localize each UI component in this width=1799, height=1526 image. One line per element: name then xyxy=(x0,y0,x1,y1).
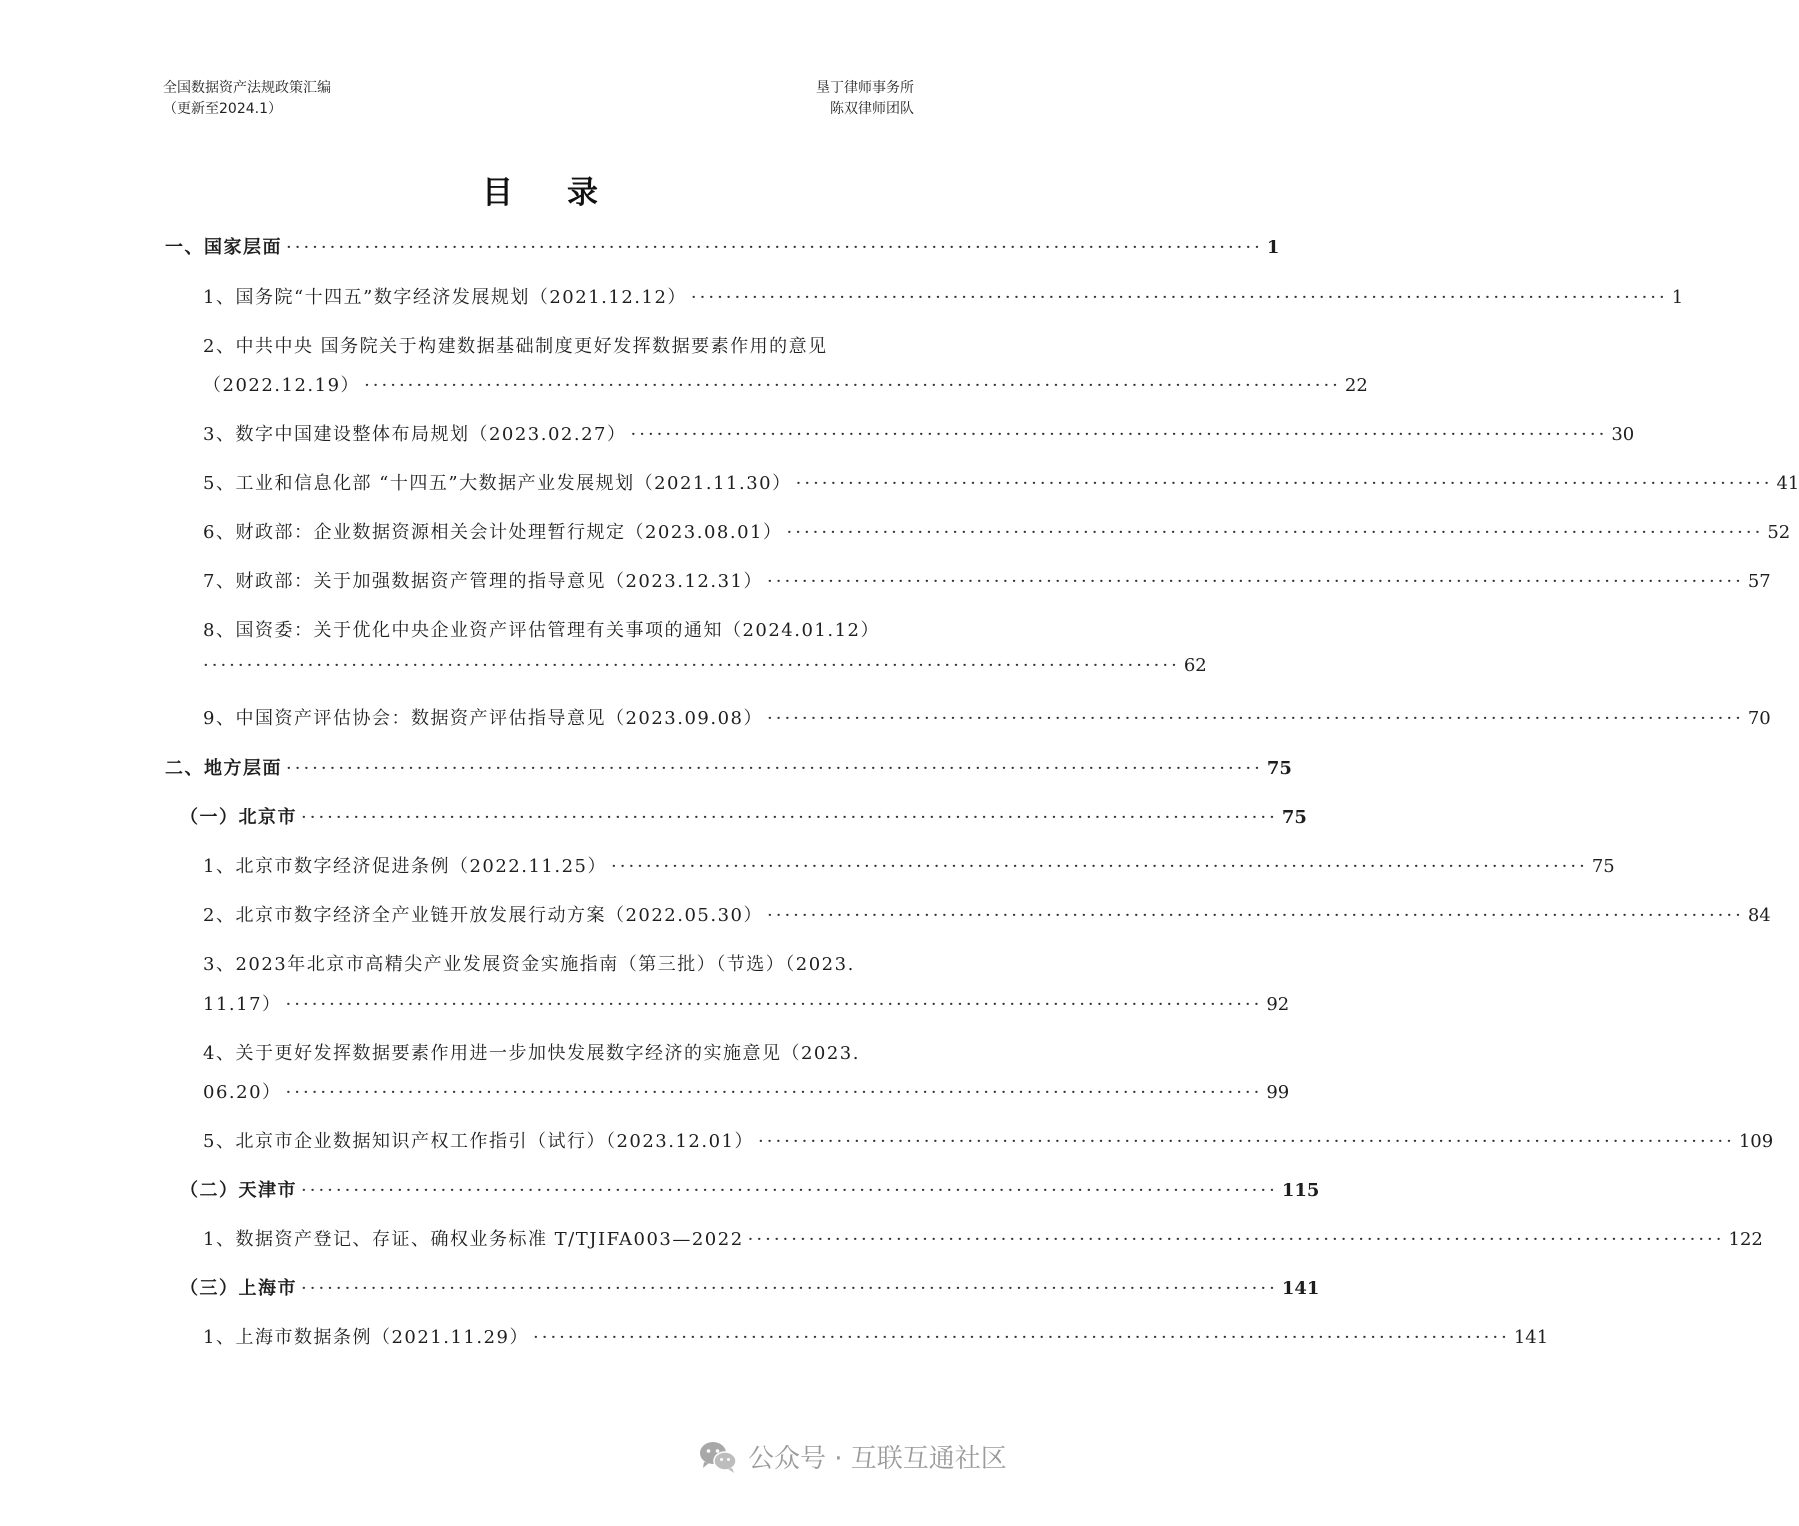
toc-entry[interactable] xyxy=(180,803,1307,829)
toc-entry[interactable] xyxy=(203,1127,1774,1153)
toc-entry-label-line1[interactable]: 4、关于更好发挥数据要素作用进一步加快发展数字经济的实施意见（2023. xyxy=(203,1043,860,1064)
toc-entry-page: 122 xyxy=(1728,1229,1763,1250)
toc-leader-dots: ················································································································ xyxy=(203,655,1180,676)
toc-entry-label-line1[interactable]: 3、2023年北京市高精尖产业发展资金实施指南（第三批）（节选）（2023. xyxy=(203,954,855,975)
toc-leader-dots: ················································································································ xyxy=(286,758,1263,779)
toc-entry-page: 141 xyxy=(1281,1278,1320,1299)
toc-entry-page: 75 xyxy=(1591,856,1615,877)
page-title: 目录 xyxy=(482,175,652,211)
toc-entry-label: （三）上海市 xyxy=(180,1278,297,1299)
toc-entry[interactable] xyxy=(165,233,1280,259)
toc-leader-dots: ················································································································ xyxy=(301,807,1278,828)
toc-entry-page: 141 xyxy=(1513,1327,1549,1348)
header-firm: 垦丁律师事务所 xyxy=(816,80,914,96)
toc-entry-page: 99 xyxy=(1266,1082,1290,1103)
toc-leader-dots: ················································································································ xyxy=(364,375,1341,396)
toc-entry[interactable] xyxy=(203,852,1615,878)
toc-entry[interactable] xyxy=(203,990,1290,1016)
toc-entry-label: 1、上海市数据条例（2021.11.29） xyxy=(203,1327,530,1348)
toc-leader-dots: ················································································································ xyxy=(747,1229,1725,1250)
toc-entry-label: 6、财政部：企业数据资源相关会计处理暂行规定（2023.08.01） xyxy=(203,522,783,543)
toc-leader-dots: ················································································································ xyxy=(767,905,1744,926)
toc-entry-label: （一）北京市 xyxy=(180,807,297,828)
toc-entry[interactable] xyxy=(203,704,1771,730)
toc-entry-label: 二、地方层面 xyxy=(165,758,282,779)
toc-entry-page: 84 xyxy=(1747,905,1771,926)
toc-entry-label-line1[interactable]: 8、国资委：关于优化中央企业资产评估管理有关事项的通知（2024.01.12） xyxy=(203,620,881,641)
toc-entry[interactable] xyxy=(203,371,1368,397)
toc-leader-dots: ················································································································ xyxy=(690,287,1668,308)
toc-entry-page: 109 xyxy=(1738,1131,1774,1152)
toc-leader-dots: ················································································································ xyxy=(767,708,1744,729)
header-left xyxy=(163,78,331,120)
toc-leader-dots: ················································································································ xyxy=(285,1082,1263,1103)
toc-entry-page: 1 xyxy=(1671,287,1684,308)
toc-leader-dots: ················································································································ xyxy=(767,571,1744,592)
toc-entry-label: （2022.12.19） xyxy=(203,375,361,396)
toc-entry[interactable] xyxy=(203,518,1791,544)
toc-entry-label: 11.17） xyxy=(203,994,282,1015)
toc-leader-dots: ················································································································ xyxy=(630,424,1608,445)
toc-entry-page: 30 xyxy=(1611,424,1635,445)
toc-entry-label: 9、中国资产评估协会：数据资产评估指导意见（2023.09.08） xyxy=(203,708,764,729)
toc-leader-dots: ················································································································ xyxy=(611,856,1588,877)
toc-entry-page: 115 xyxy=(1281,1180,1320,1201)
toc-leader-dots: ················································································································ xyxy=(533,1327,1510,1348)
toc-entry[interactable] xyxy=(203,1225,1763,1251)
toc-entry[interactable] xyxy=(203,1323,1549,1349)
toc-entry-page: 75 xyxy=(1281,807,1307,828)
toc-leader-dots: ················································································································ xyxy=(301,1278,1278,1299)
toc-entry-page: 75 xyxy=(1266,758,1292,779)
toc-entry-label: 3、数字中国建设整体布局规划（2023.02.27） xyxy=(203,424,627,445)
toc-entry-label: 1、数据资产登记、存证、确权业务标准 T/TJIFA003—2022 xyxy=(203,1229,744,1250)
toc-entry[interactable] xyxy=(203,469,1799,495)
watermark-text: 公众号 · 互联互通社区 xyxy=(748,1444,1007,1474)
header-right xyxy=(816,78,914,120)
toc-leader-dots: ················································································································ xyxy=(758,1131,1735,1152)
watermark xyxy=(698,1438,1007,1475)
toc-entry-label: 5、工业和信息化部 “十四五”大数据产业发展规划（2021.11.30） xyxy=(203,473,792,494)
toc-leader-dots: ················································································································ xyxy=(795,473,1773,494)
toc-entry-label: 2、北京市数字经济全产业链开放发展行动方案（2022.05.30） xyxy=(203,905,764,926)
toc-entry-label: 1、国务院“十四五”数字经济发展规划（2021.12.12） xyxy=(203,287,687,308)
toc-entry-page: 57 xyxy=(1747,571,1771,592)
toc-entry-page: 52 xyxy=(1767,522,1791,543)
toc-leader-dots: ················································································································ xyxy=(786,522,1764,543)
toc-entry-page: 1 xyxy=(1266,237,1280,258)
toc-entry[interactable] xyxy=(203,567,1771,593)
toc-entry[interactable] xyxy=(203,420,1635,446)
toc-leader-dots: ················································································································ xyxy=(285,994,1263,1015)
toc-entry-label: 06.20） xyxy=(203,1082,282,1103)
toc-entry-page: 92 xyxy=(1266,994,1290,1015)
toc-leader-dots: ················································································································ xyxy=(301,1180,1278,1201)
toc-entry[interactable] xyxy=(165,754,1292,780)
toc-entry[interactable] xyxy=(180,1274,1320,1300)
header-doc-update: （更新至2024.1） xyxy=(163,101,282,117)
toc-entry[interactable] xyxy=(203,901,1771,927)
toc-entry-page: 70 xyxy=(1747,708,1771,729)
toc-entry-page: 41 xyxy=(1776,473,1799,494)
toc-entry[interactable] xyxy=(203,1078,1290,1104)
toc-leader-dots: ················································································································ xyxy=(286,237,1263,258)
wechat-icon xyxy=(698,1440,738,1474)
header-doc-title: 全国数据资产法规政策汇编 xyxy=(163,80,331,96)
toc-entry[interactable] xyxy=(203,283,1684,309)
toc-entry-label: （二）天津市 xyxy=(180,1180,297,1201)
header-team: 陈双律师团队 xyxy=(830,101,914,117)
toc-entry-page: 62 xyxy=(1183,655,1207,676)
toc-entry-label: 7、财政部：关于加强数据资产管理的指导意见（2023.12.31） xyxy=(203,571,764,592)
toc-entry-label: 1、北京市数字经济促进条例（2022.11.25） xyxy=(203,856,608,877)
toc-entry-label: 一、国家层面 xyxy=(165,237,282,258)
toc-entry-label-line1[interactable]: 2、中共中央 国务院关于构建数据基础制度更好发挥数据要素作用的意见 xyxy=(203,336,828,357)
toc-entry-label: 5、北京市企业数据知识产权工作指引（试行）（2023.12.01） xyxy=(203,1131,755,1152)
toc-entry[interactable] xyxy=(180,1176,1320,1202)
toc-entry[interactable] xyxy=(203,655,1207,676)
toc-entry-page: 22 xyxy=(1344,375,1368,396)
